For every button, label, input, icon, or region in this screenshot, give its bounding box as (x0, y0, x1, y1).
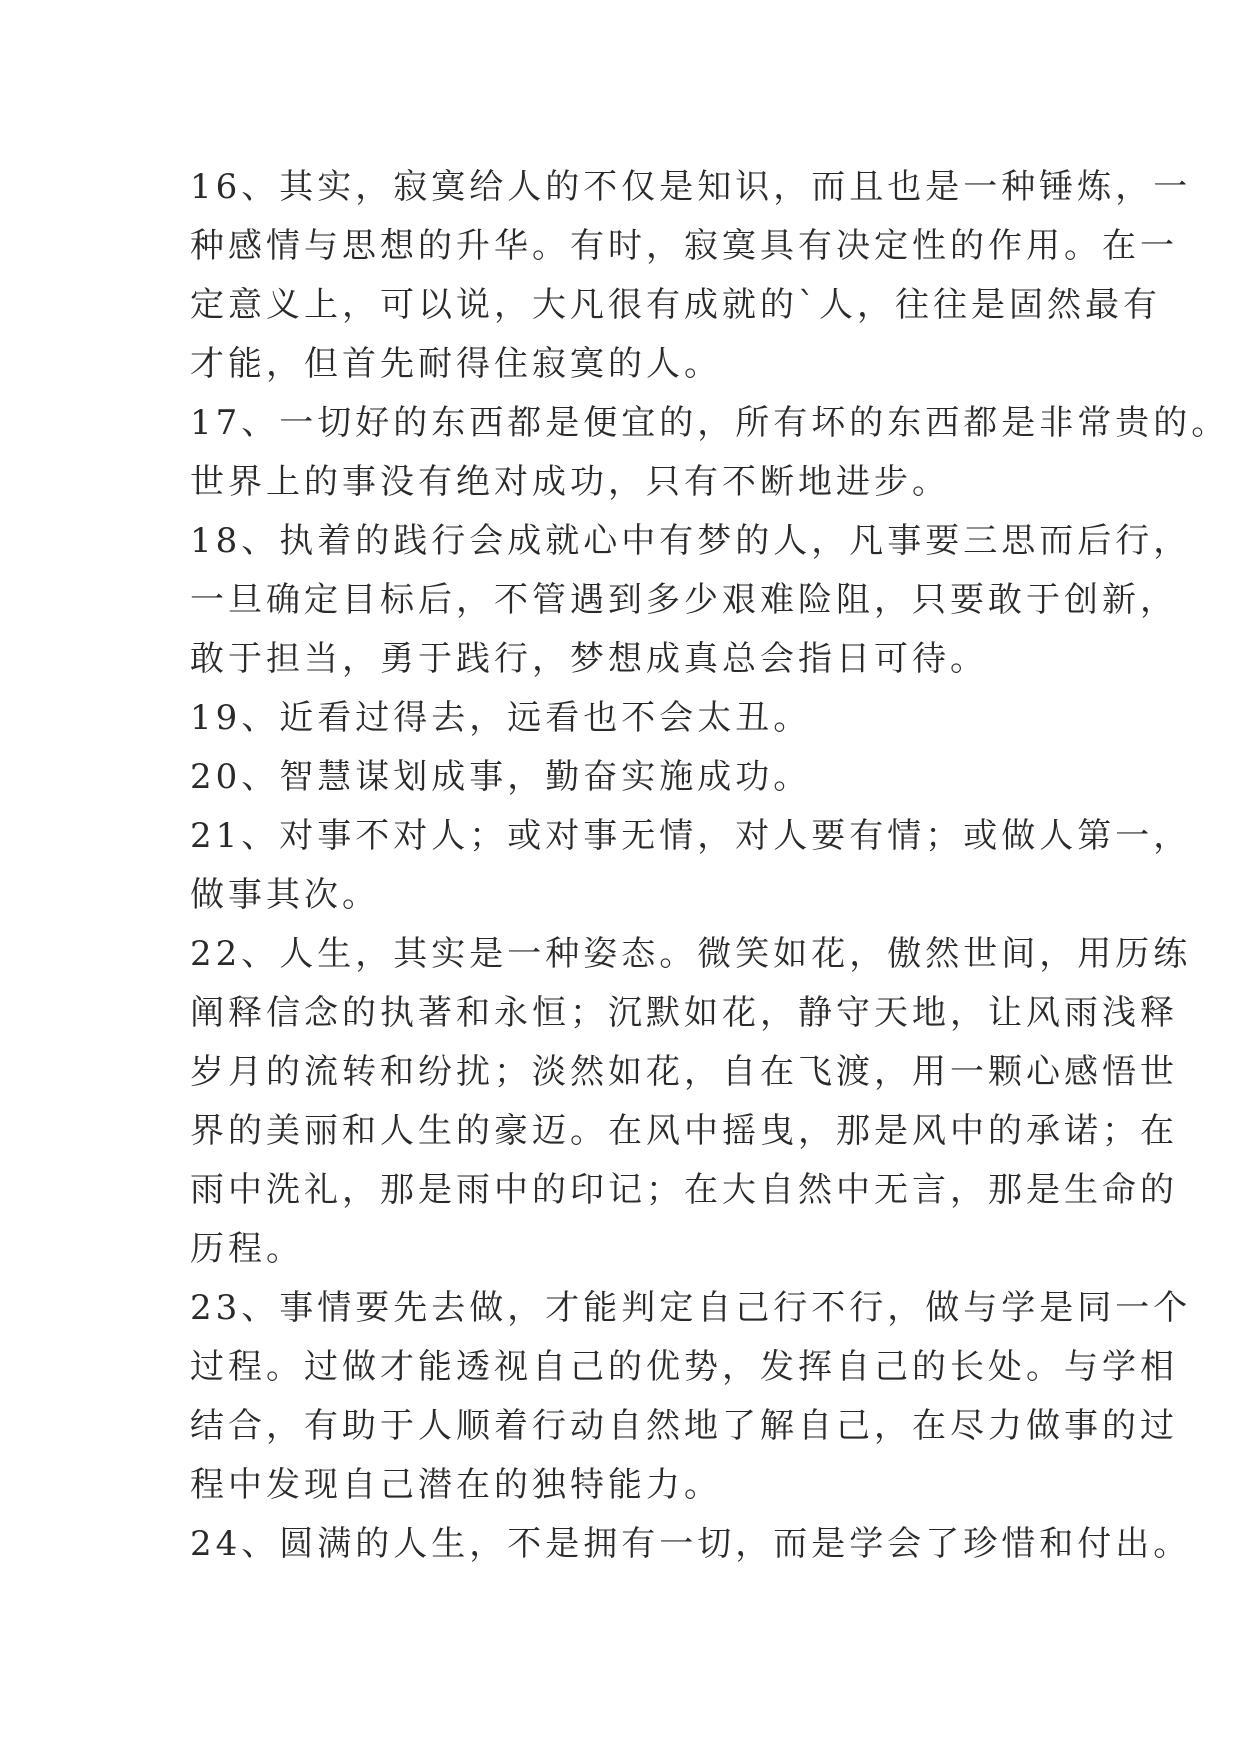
text-line: 过程。过做才能透视自己的优势，发挥自己的长处。与学相 (190, 1347, 1178, 1387)
text-line: 阐释信念的执著和永恒；沉默如花，静守天地，让风雨浅释 (190, 993, 1178, 1033)
text-line: 定意义上，可以说，大凡很有成就的`人，往往是固然最有 (190, 285, 1161, 325)
text-line: 岁月的流转和纷扰；淡然如花，自在飞渡，用一颗心感悟世 (190, 1052, 1178, 1092)
text-line: 才能，但首先耐得住寂寞的人。 (190, 344, 722, 384)
text-line: 24、圆满的人生，不是拥有一切，而是学会了珍惜和付出。 (190, 1524, 1192, 1564)
text-line: 22、人生，其实是一种姿态。微笑如花，傲然世间，用历练 (190, 934, 1192, 974)
text-line: 一旦确定目标后，不管遇到多少艰难险阻，只要敢于创新， (190, 580, 1178, 620)
text-line: 19、近看过得去，远看也不会太丑。 (190, 698, 812, 738)
text-line: 做事其次。 (190, 875, 380, 915)
text-line: 世界上的事没有绝对成功，只有不断地进步。 (190, 462, 950, 502)
document-body (190, 158, 1230, 1574)
text-line: 雨中洗礼，那是雨中的印记；在大自然中无言，那是生命的 (190, 1170, 1178, 1210)
text-line: 程中发现自己潜在的独特能力。 (190, 1465, 722, 1505)
text-line: 17、一切好的东西都是便宜的，所有坏的东西都是非常贵的。 (190, 403, 1230, 443)
text-line: 20、智慧谋划成事，勤奋实施成功。 (190, 757, 812, 797)
text-line: 历程。 (190, 1229, 304, 1269)
text-line: 结合，有助于人顺着行动自然地了解自己，在尽力做事的过 (190, 1406, 1178, 1446)
text-line: 23、事情要先去做，才能判定自己行不行，做与学是同一个 (190, 1288, 1192, 1328)
text-line: 界的美丽和人生的豪迈。在风中摇曳，那是风中的承诺；在 (190, 1111, 1178, 1151)
text-line: 16、其实，寂寞给人的不仅是知识，而且也是一种锤炼，一 (190, 167, 1192, 207)
text-line: 21、对事不对人；或对事无情，对人要有情；或做人第一， (190, 816, 1192, 856)
text-line: 种感情与思想的升华。有时，寂寞具有决定性的作用。在一 (190, 226, 1178, 266)
text-line: 18、执着的践行会成就心中有梦的人，凡事要三思而后行， (190, 521, 1192, 561)
text-line: 敢于担当，勇于践行，梦想成真总会指日可待。 (190, 639, 988, 679)
